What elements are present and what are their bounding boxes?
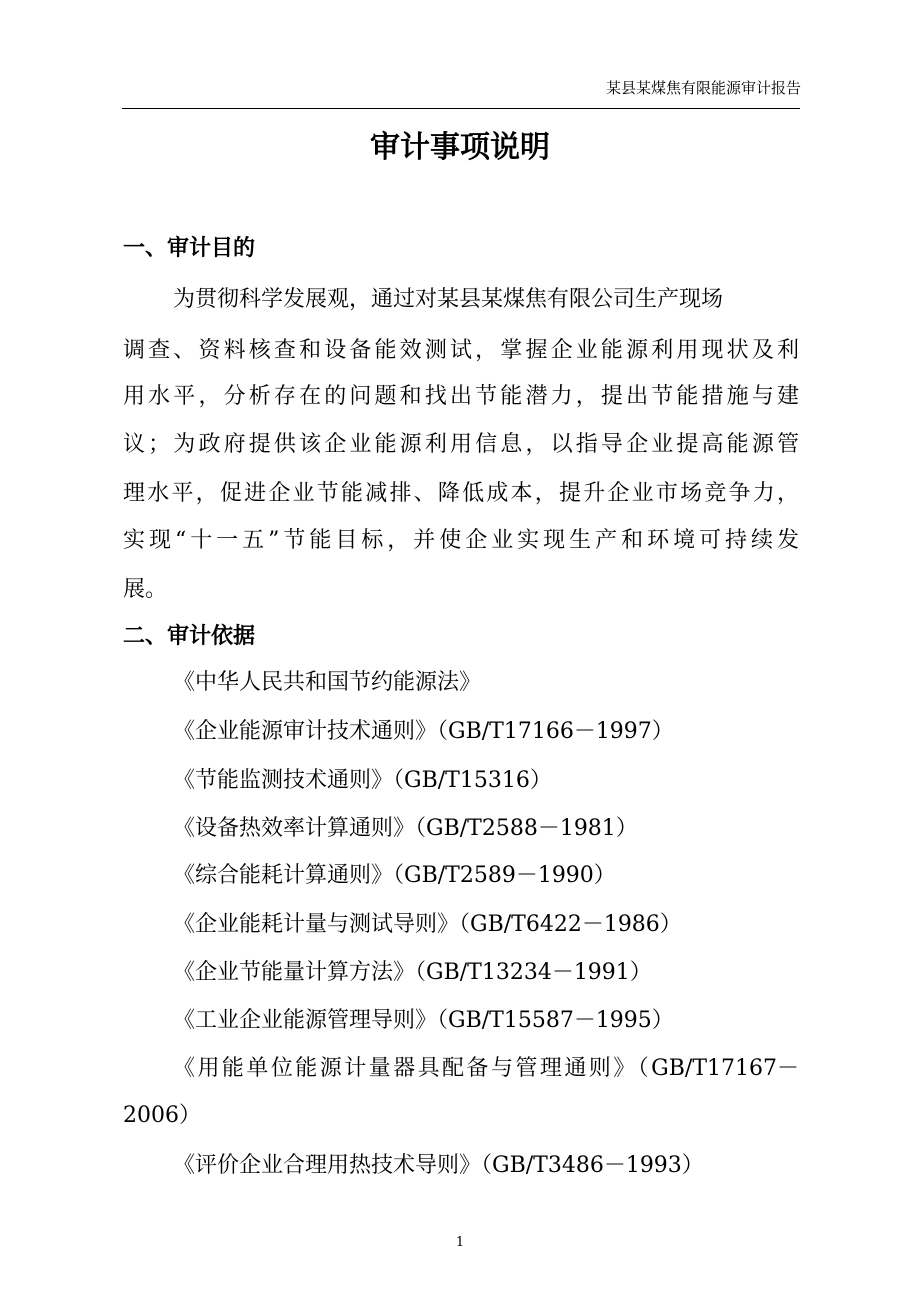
paragraph-line: 调查、资料核查和设备能效测试，掌握企业能源利用现状及利	[123, 338, 799, 363]
reference-item: 《用能单位能源计量器具配备与管理通则》（GB/T17167－	[173, 1056, 799, 1081]
header-divider	[122, 108, 800, 109]
section-heading-purpose: 一、审计目的	[123, 236, 256, 261]
reference-item: 《综合能耗计算通则》（GB/T2589－1990）	[173, 863, 616, 888]
reference-item: 《企业节能量计算方法》（GB/T13234－1991）	[173, 960, 652, 985]
document-title: 审计事项说明	[370, 130, 550, 165]
paragraph-line: 理水平，促进企业节能减排、降低成本，提升企业市场竞争力，	[123, 481, 799, 506]
reference-item: 《节能监测技术通则》（GB/T15316）	[173, 768, 552, 793]
reference-item: 《评价企业合理用热技术导则》（GB/T3486－1993）	[173, 1153, 704, 1178]
reference-item: 《中华人民共和国节约能源法》	[173, 670, 482, 695]
paragraph-line: 用水平，分析存在的问题和找出节能潜力，提出节能措施与建	[123, 384, 799, 409]
paragraph-line: 展。	[123, 577, 168, 602]
paragraph-line: 为贯彻科学发展观，通过对某县某煤焦有限公司生产现场	[173, 287, 724, 312]
paragraph-line: 实现“十一五”节能目标，并使企业实现生产和环境可持续发	[123, 528, 799, 553]
header-report-title: 某县某煤焦有限能源审计报告	[605, 79, 801, 97]
page-number: 1	[455, 1235, 465, 1250]
paragraph-line: 议；为政府提供该企业能源利用信息，以指导企业提高能源管	[123, 432, 799, 457]
reference-item: 《工业企业能源管理导则》（GB/T15587－1995）	[173, 1008, 674, 1033]
reference-item: 《企业能耗计量与测试导则》（GB/T6422－1986）	[173, 912, 682, 937]
reference-item: 《企业能源审计技术通则》（GB/T17166－1997）	[173, 719, 674, 744]
reference-item-continuation: 2006）	[123, 1103, 201, 1128]
reference-item: 《设备热效率计算通则》（GB/T2588－1981）	[173, 816, 638, 841]
section-heading-basis: 二、审计依据	[123, 624, 256, 649]
